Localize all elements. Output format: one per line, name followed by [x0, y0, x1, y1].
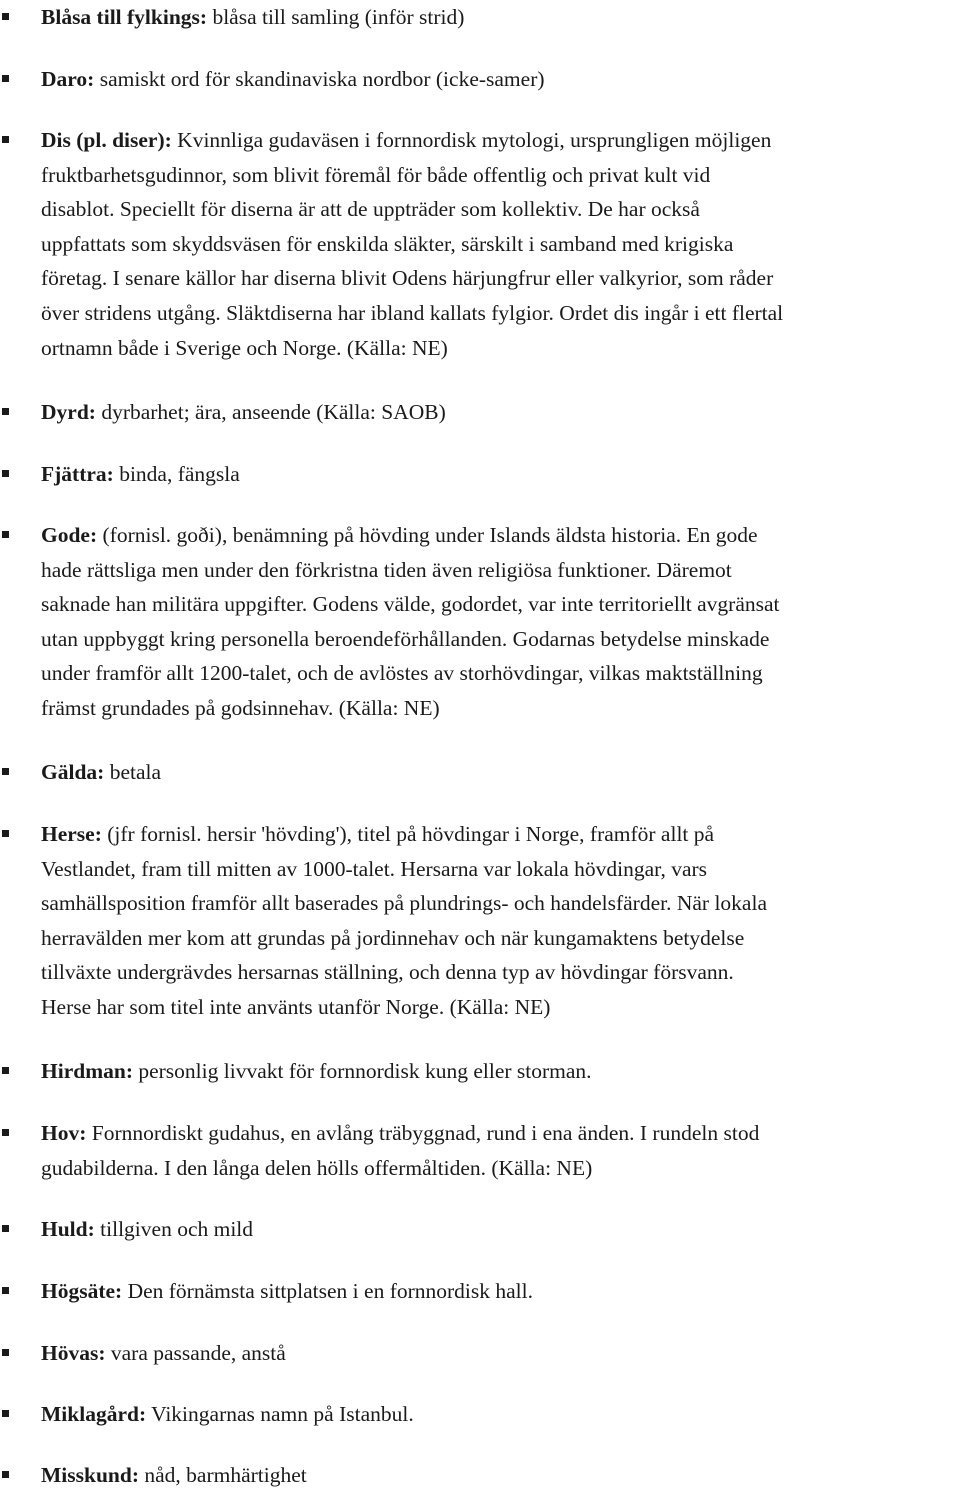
entry-term: Miklagård:	[41, 1402, 147, 1426]
entry-definition-line: herravälden mer kom att grundas på jordinnehav och när kungamaktens betydelse	[41, 925, 745, 950]
glossary-entry	[0, 1116, 960, 1185]
entry-term: Gälda:	[41, 760, 105, 784]
entry-definition: betala	[104, 760, 162, 784]
glossary-entry	[0, 1274, 960, 1309]
bullet-icon	[2, 1287, 9, 1294]
entry-definition: Kvinnliga gudaväsen i fornnordisk mytologi, ursprungligen möjligen	[171, 128, 772, 152]
glossary-entry	[0, 395, 960, 430]
entry-term: Hövas:	[41, 1341, 106, 1365]
bullet-icon	[2, 136, 9, 143]
entry-definition-line: hade rättsliga men under den förkristna tiden även religiösa funktioner. Däremot	[41, 557, 732, 582]
glossary-entry	[0, 817, 960, 1025]
bullet-icon	[2, 75, 9, 82]
entry-definition-line: gudabilderna. I den långa delen hölls offermåltiden. (Källa: NE)	[41, 1155, 593, 1180]
glossary-entry	[0, 1397, 960, 1432]
entry-term: Blåsa till fylkings:	[41, 5, 208, 29]
entry-definition-line: utan uppbyggt kring personella beroendeförhållanden. Godarnas betydelse minskade	[41, 626, 770, 651]
entry-definition-line: samhällsposition framför allt baserades på plundrings- och handelsfärder. När lokala	[41, 891, 767, 916]
entry-definition: vara passande, anstå	[105, 1341, 286, 1365]
glossary-entry	[0, 755, 960, 790]
bullet-icon	[2, 1349, 9, 1356]
bullet-icon	[2, 1471, 9, 1478]
entry-definition: dyrbarhet; ära, anseende (Källa: SAOB)	[95, 400, 446, 424]
entry-definition-line: disablot. Speciellt för diserna är att de uppträder som kollektiv. De har också	[41, 197, 700, 222]
entry-definition: samiskt ord för skandinaviska nordbor (icke-samer)	[94, 67, 545, 91]
glossary-entry	[0, 0, 960, 35]
entry-definition-line: uppfattats som skyddsväsen för enskilda släkter, särskilt i samband med krigiska	[41, 231, 734, 256]
entry-term: Högsäte:	[41, 1279, 123, 1303]
entry-definition-line: ortnamn både i Sverige och Norge. (Källa: NE)	[41, 335, 448, 360]
entry-term: Hov:	[41, 1121, 87, 1145]
entry-definition: (jfr fornisl. hersir 'hövding'), titel på hövdingar i Norge, framför allt på	[101, 822, 715, 846]
entry-definition-line: under framför allt 1200-talet, och de avlöstes av storhövdingar, vilkas maktställning	[41, 661, 763, 686]
entry-term: Herse:	[41, 822, 102, 846]
entry-definition: blåsa till samling (inför strid)	[207, 5, 465, 29]
bullet-icon	[2, 1067, 9, 1074]
entry-definition-line: fruktbarhetsgudinnor, som blivit föremål för både offentlig och privat kult vid	[41, 162, 711, 187]
entry-definition-line: främst grundades på godsinnehav. (Källa: NE)	[41, 695, 440, 720]
entry-definition-line: över stridens utgång. Släktdiserna har ibland kallats fylgior. Ordet dis ingår i ett flertal	[41, 300, 784, 325]
entry-definition: binda, fängsla	[113, 462, 240, 486]
glossary-entry	[0, 123, 960, 365]
bullet-icon	[2, 768, 9, 775]
glossary-entry	[0, 457, 960, 492]
bullet-icon	[2, 408, 9, 415]
entry-definition: nåd, barmhärtighet	[139, 1463, 307, 1487]
entry-term: Dyrd:	[41, 400, 96, 424]
entry-term: Fjättra:	[41, 462, 114, 486]
bullet-icon	[2, 531, 9, 538]
entry-definition: Den förnämsta sittplatsen i en fornnordisk hall.	[122, 1279, 534, 1303]
glossary-entry	[0, 1054, 960, 1089]
entry-definition-line: tillväxte undergrävdes hersarnas ställning, och denna typ av hövdingar försvann.	[41, 960, 734, 985]
glossary-entry	[0, 1336, 960, 1371]
bullet-icon	[2, 470, 9, 477]
entry-definition: tillgiven och mild	[94, 1217, 254, 1241]
glossary-entry	[0, 1212, 960, 1247]
entry-definition-line: företag. I senare källor har diserna blivit Odens härjungfrur eller valkyrior, som råder	[41, 266, 774, 291]
glossary-entry	[0, 518, 960, 726]
entry-term: Misskund:	[41, 1463, 139, 1487]
entry-definition-line: Herse har som titel inte använts utanför Norge. (Källa: NE)	[41, 994, 551, 1019]
entry-term: Hirdman:	[41, 1059, 133, 1083]
entry-definition: personlig livvakt för fornnordisk kung eller storman.	[132, 1059, 592, 1083]
glossary-entry	[0, 1458, 960, 1493]
entry-definition: (fornisl. goði), benämning på hövding under Islands äldsta historia. En gode	[97, 523, 758, 547]
bullet-icon	[2, 1225, 9, 1232]
entry-definition: Vikingarnas namn på Istanbul.	[146, 1402, 414, 1426]
entry-term: Dis (pl. diser):	[41, 128, 172, 152]
entry-term: Huld:	[41, 1217, 95, 1241]
entry-term: Daro:	[41, 67, 95, 91]
bullet-icon	[2, 13, 9, 20]
entry-definition: Fornnordiskt gudahus, en avlång träbyggnad, rund i ena änden. I rundeln stod	[86, 1121, 760, 1145]
bullet-icon	[2, 1129, 9, 1136]
entry-definition-line: saknade han militära uppgifter. Godens välde, godordet, var inte territoriellt avgränsat	[41, 592, 780, 617]
bullet-icon	[2, 830, 9, 837]
entry-definition-line: Vestlandet, fram till mitten av 1000-talet. Hersarna var lokala hövdingar, vars	[41, 856, 708, 881]
bullet-icon	[2, 1410, 9, 1417]
glossary-entry	[0, 62, 960, 97]
entry-term: Gode:	[41, 523, 98, 547]
